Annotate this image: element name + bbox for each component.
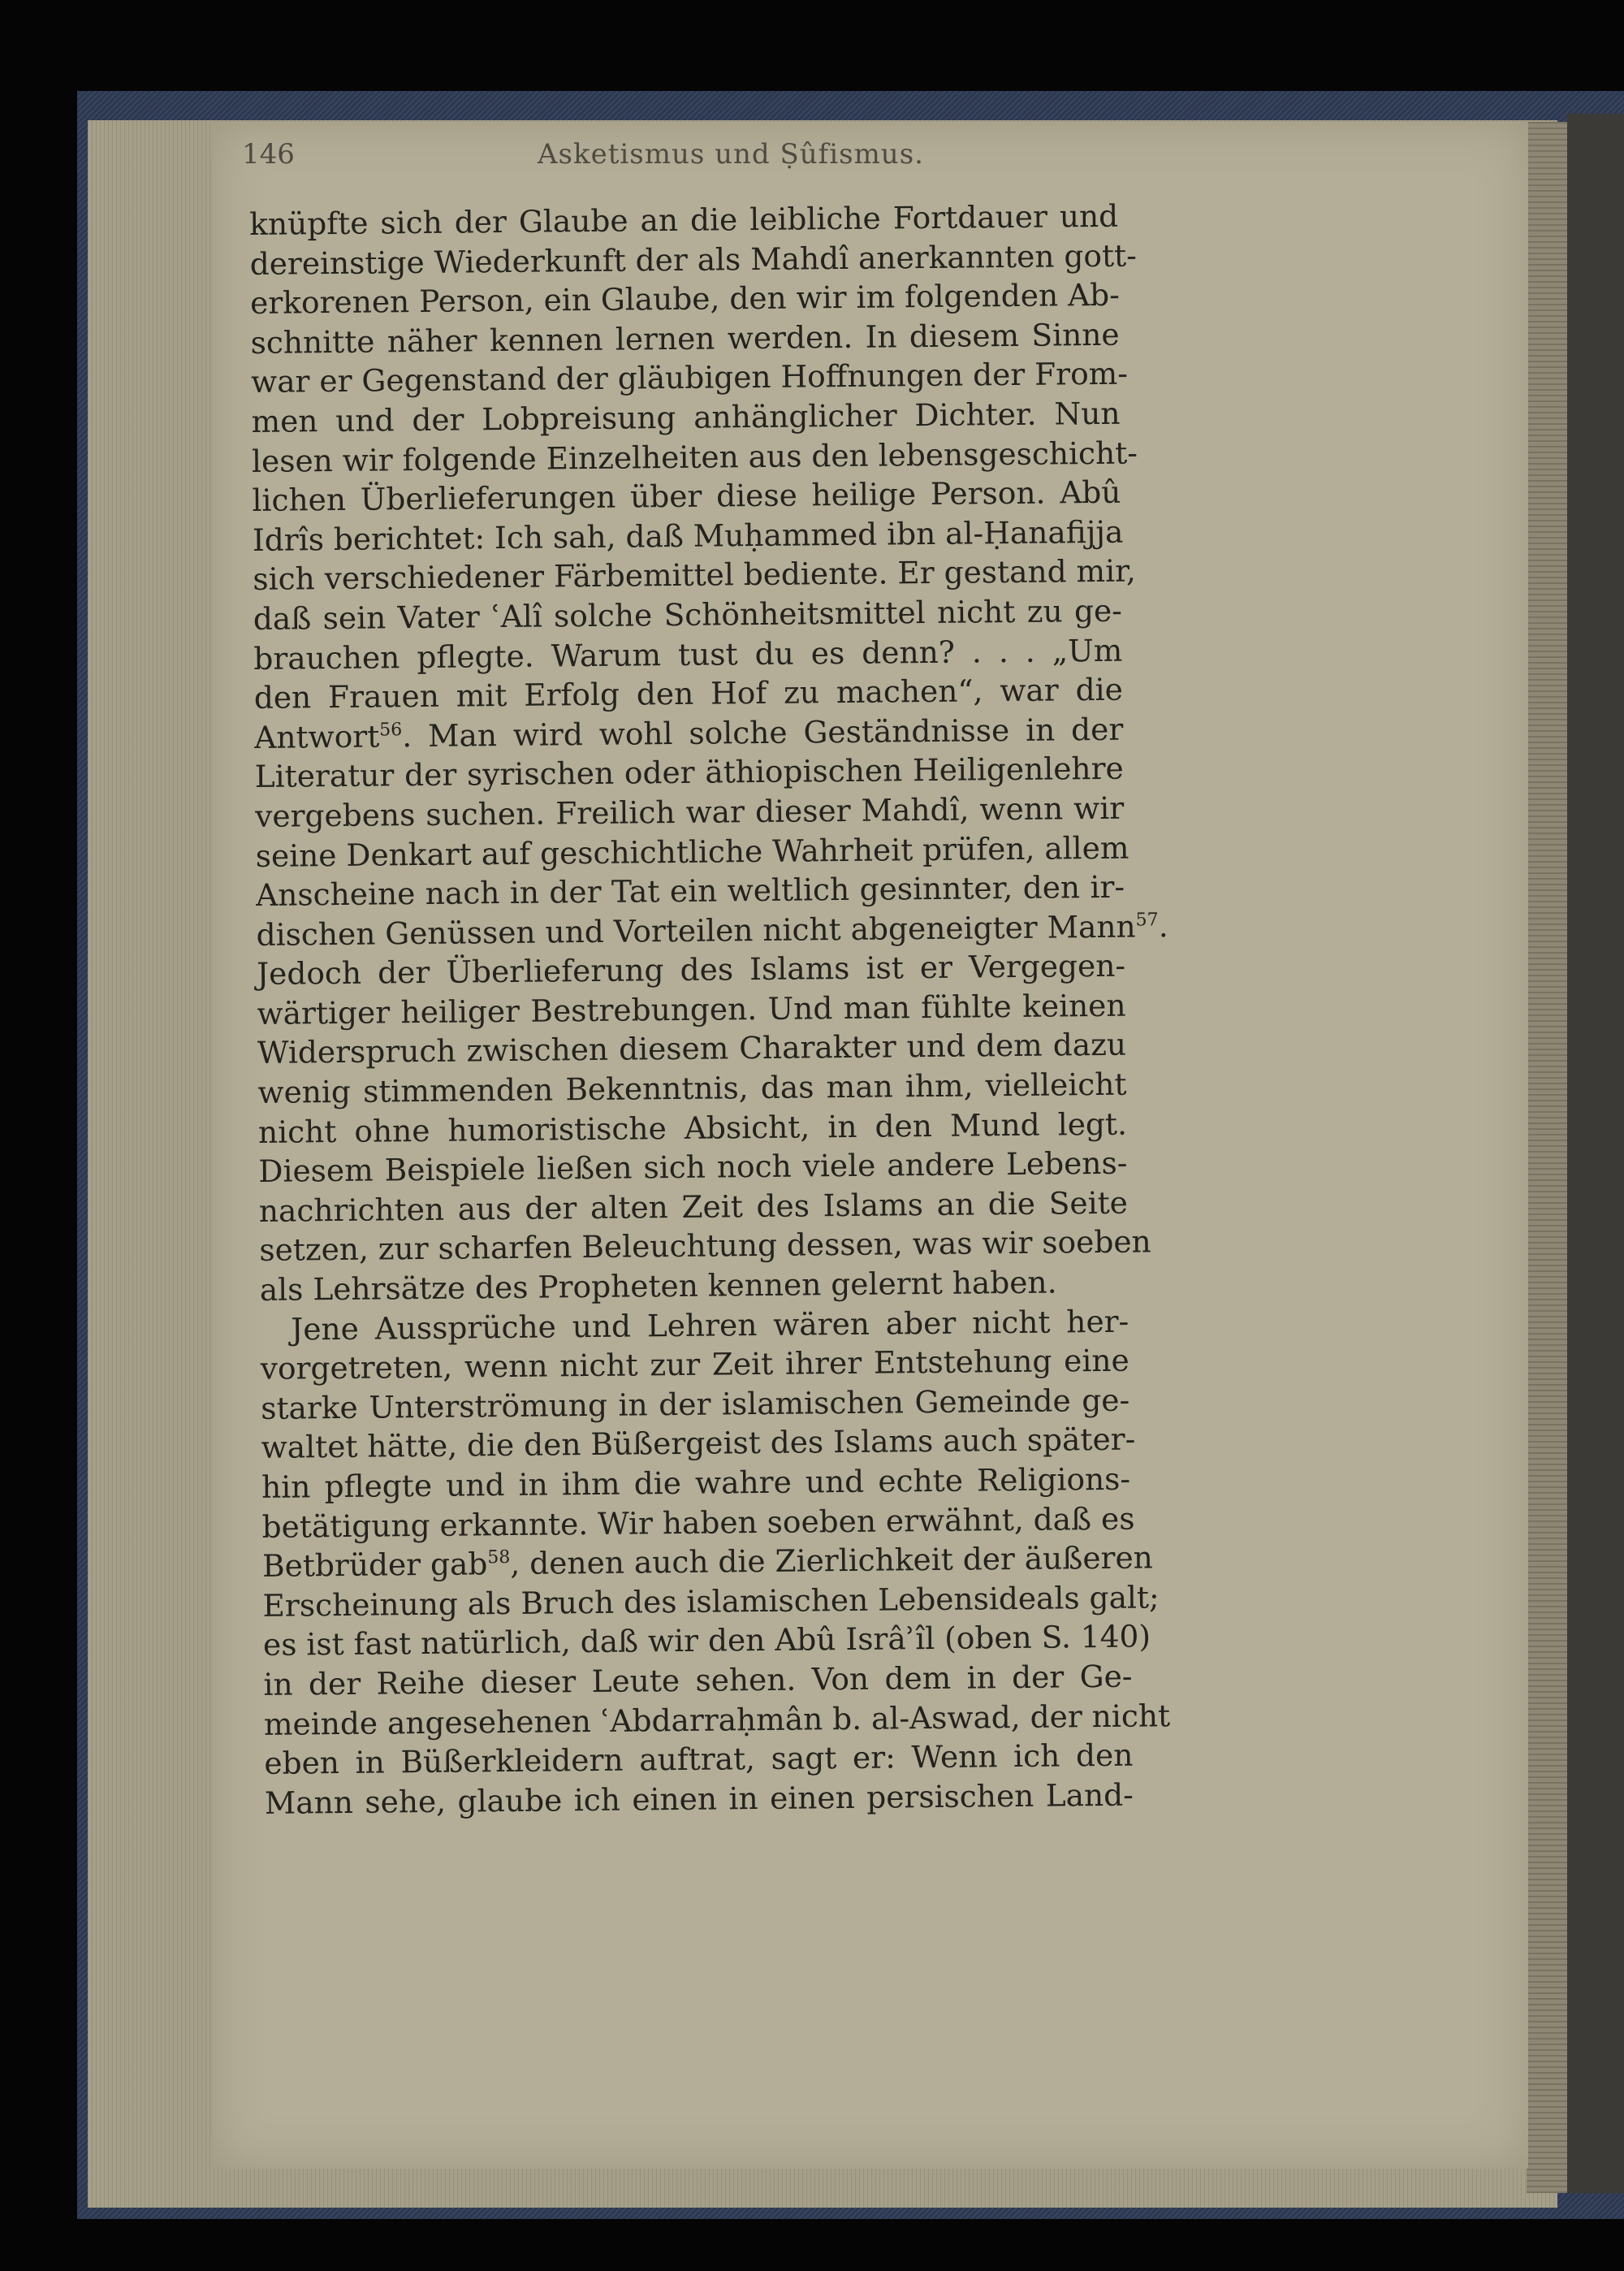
text-line: Jedoch der Überlieferung des Islams ist er Vergegen- xyxy=(256,947,1126,993)
text-line: lichen Überlieferungen über diese heilige Person. Abû xyxy=(252,474,1121,519)
text-line: nicht ohne humoristische Absicht, in den Mund legt. xyxy=(257,1105,1128,1150)
text-line: hin pflegte und in ihm die wahre und echte Religions- xyxy=(261,1460,1131,1505)
text-fragment: Betbrüder gab xyxy=(261,1546,488,1585)
text-line: men und der Lobpreisung anhänglicher Dichter. Nun xyxy=(251,395,1121,439)
footnote-marker: 58 xyxy=(487,1547,511,1568)
text-line: Idrîs berichtet: Ich sah, daß Muḥammed ibn al-Ḥanafijja xyxy=(252,513,1124,558)
text-line: den Frauen mit Erfolg den Hof zu machen“, war die xyxy=(253,671,1123,716)
running-head xyxy=(242,138,1135,187)
text-line: nachrichten aus der alten Zeit des Islams an die Seite xyxy=(258,1184,1129,1229)
text-fragment: Antwort xyxy=(254,718,380,755)
text-line: war er Gegenstand der gläubigen Hoffnungen der From- xyxy=(250,356,1129,400)
text-fragment: , denen auch die Zierlichkeit der äußeren xyxy=(510,1539,1154,1582)
text-line: Anscheine nach in der Tat ein weltlich gesinnter, den ir- xyxy=(255,868,1125,914)
paragraph-first-line: Jene Aussprüche und Lehren wären aber nicht her- xyxy=(291,1303,1129,1347)
text-line: in der Reihe dieser Leute sehen. Von dem in der Ge- xyxy=(263,1658,1133,1702)
text-line: Diesem Beispiele ließen sich noch viele andere Lebens- xyxy=(258,1144,1128,1190)
text-line: schnitte näher kennen lernen werden. In diesem Sinne xyxy=(250,316,1120,361)
text-line: erkorenen Person, ein Glaube, den wir im folgenden Ab- xyxy=(249,276,1121,322)
text-fragment: . xyxy=(1158,907,1168,944)
text-line: lesen wir folgende Einzelheiten aus den lebensgeschicht- xyxy=(251,435,1138,479)
page-edges-right xyxy=(1527,122,1571,2193)
text-line: Erscheinung als Bruch des islamischen Lebensideals galt; xyxy=(262,1579,1160,1624)
text-line: knüpfte sich der Glaube an die leibliche Fortdauer und xyxy=(249,197,1119,242)
text-line: daß sein Vater ʿAlî solche Schönheitsmittel nicht zu ge- xyxy=(253,592,1123,637)
text-line: starke Unterströmung in der islamischen Gemeinde ge- xyxy=(261,1382,1130,1426)
footnote-marker: 56 xyxy=(379,719,403,741)
running-title: Asketismus und Ṣûfismus. xyxy=(538,138,924,171)
text-fragment: . Man wird wohl solche Geständnisse in der xyxy=(402,711,1124,754)
text-line: Literatur der syrischen oder äthiopischen Heiligenlehre xyxy=(254,751,1124,795)
footnote-marker: 57 xyxy=(1135,909,1159,931)
text-line: meinde angesehenen ʿAbdarraḥmân b. al-Aswad, der nicht xyxy=(263,1697,1171,1742)
text-line: eben in Büßerkleidern auftrat, sagt er: Wenn ich den xyxy=(264,1737,1134,1782)
page-number: 146 xyxy=(242,138,295,171)
text-line: vergebens suchen. Freilich war dieser Mahdî, wenn wir xyxy=(255,789,1125,834)
text-fragment: dischen Genüssen und Vorteilen nicht abgeneigter Mann xyxy=(256,908,1136,953)
body-text xyxy=(249,197,1171,1823)
text-line: brauchen pflegte. Warum tust du es denn? . . . „Um xyxy=(253,632,1123,677)
text-line: es ist fast natürlich, daß wir den Abû Isrâʾîl (oben S. 140) xyxy=(262,1618,1151,1663)
text-line: betätigung erkannte. Wir haben soeben erwähnt, daß es xyxy=(261,1500,1135,1545)
text-line: Widerspruch zwischen diesem Charakter und dem dazu xyxy=(257,1027,1127,1071)
text-line: wärtiger heiliger Bestrebungen. Und man fühlte keinen xyxy=(257,987,1126,1032)
text-line: sich verschiedener Färbemittel bediente. Er gestand mir, xyxy=(253,552,1137,598)
adjacent-page xyxy=(1567,114,1624,2193)
text-line: waltet hätte, die den Büßergeist des Islams auch später- xyxy=(261,1421,1136,1466)
text-line: setzen, zur scharfen Beleuchtung dessen, was wir soeben xyxy=(259,1223,1151,1269)
text-line: seine Denkart auf geschichtliche Wahrheit prüfen, allem xyxy=(255,829,1129,874)
text-line: dereinstige Wiederkunft der als Mahdî anerkannten gott- xyxy=(249,237,1137,282)
paragraph-last-line: als Lehrsätze des Propheten kennen gelernt haben. xyxy=(259,1264,1057,1308)
text-line: vorgetreten, wenn nicht zur Zeit ihrer Entstehung eine xyxy=(260,1342,1129,1387)
text-line: wenig stimmenden Bekenntnis, das man ihm, vielleicht xyxy=(257,1066,1127,1111)
text-line: Mann sehe, glaube ich einen in einen persischen Land- xyxy=(264,1776,1134,1821)
